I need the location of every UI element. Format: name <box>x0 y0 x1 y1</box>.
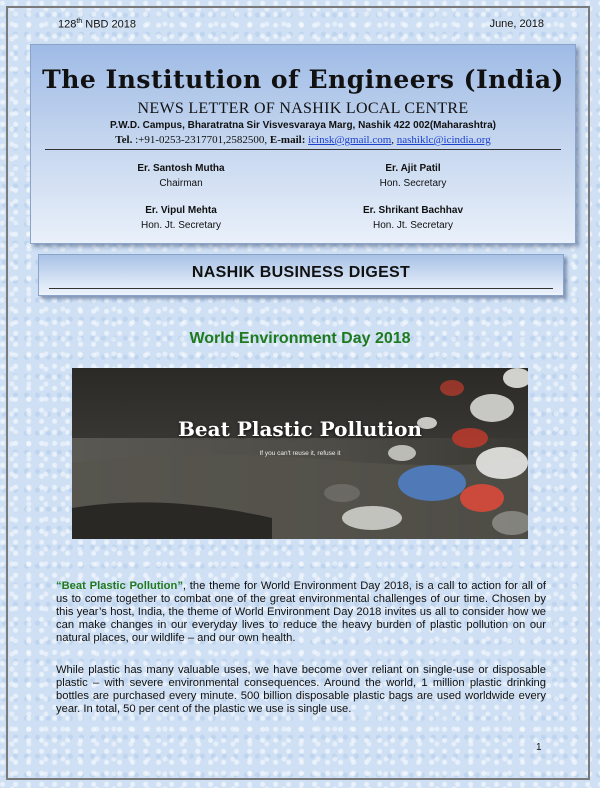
paragraph-lead: “Beat Plastic Pollution” <box>56 580 183 592</box>
officer-secretary: Er. Ajit Patil Hon. Secretary <box>379 163 447 189</box>
officer-jt-secretary-2: Er. Shrikant Bachhav Hon. Jt. Secretary <box>362 205 464 231</box>
section-banner <box>38 254 564 296</box>
address: P.W.D. Campus, Bharatratna Sir Visvesvaraya Marg, Nashik 422 002(Maharashtra) <box>110 120 496 131</box>
image-caption-title: Beat Plastic Pollution <box>178 417 422 441</box>
newsletter-title: NEWS LETTER OF NASHIK LOCAL CENTRE <box>137 100 469 117</box>
paragraph-2: While plastic has many valuable uses, we have become over reliant on single-use or disposable plastic – with severe environmental consequences. Around the world, 1 million plastic drinking bottles are purchased every minute. 500 billion disposable plastic bags are used worldwide every year. In total, 50 per cent of the plastic we use is single use. <box>56 664 546 715</box>
page-number: 1 <box>536 742 542 753</box>
issue-number: 128th NBD 2018 <box>58 18 137 31</box>
email-link-1[interactable]: icinsk@gmail.com <box>308 134 392 146</box>
issue-date: June, 2018 <box>489 18 544 30</box>
masthead <box>30 44 576 244</box>
officer-chairman: Er. Santosh Mutha Chairman <box>137 163 225 189</box>
email-link-2[interactable]: nashiklc@icindia.org <box>396 134 491 146</box>
org-title: The Institution of Engineers (India) <box>42 65 564 94</box>
hero-image <box>72 368 528 539</box>
article-title: World Environment Day 2018 <box>189 330 411 347</box>
contact-line: Tel. :+91-0253-2317701,2582500, E-mail: icinsk@gmail.com, nashiklc@icindia.org <box>115 134 491 146</box>
section-divider <box>49 288 553 289</box>
image-caption-subtitle: If you can't reuse it, refuse it <box>259 450 341 457</box>
divider <box>45 149 561 150</box>
section-title: NASHIK BUSINESS DIGEST <box>191 264 411 281</box>
officer-jt-secretary-1: Er. Vipul Mehta Hon. Jt. Secretary <box>140 205 222 231</box>
paragraph-1: “Beat Plastic Pollution”, the theme for World Environment Day 2018, is a call to action for all of us to come together to combat one of the great environmental challenges of our time. Chosen by this year’s host, India, the theme of World Environment Day 2018 invites us all to consider how we can make changes in our everyday lives to reduce the heavy burden of plastic pollution on our natural places, our wildlife – and our own health. <box>56 580 546 644</box>
